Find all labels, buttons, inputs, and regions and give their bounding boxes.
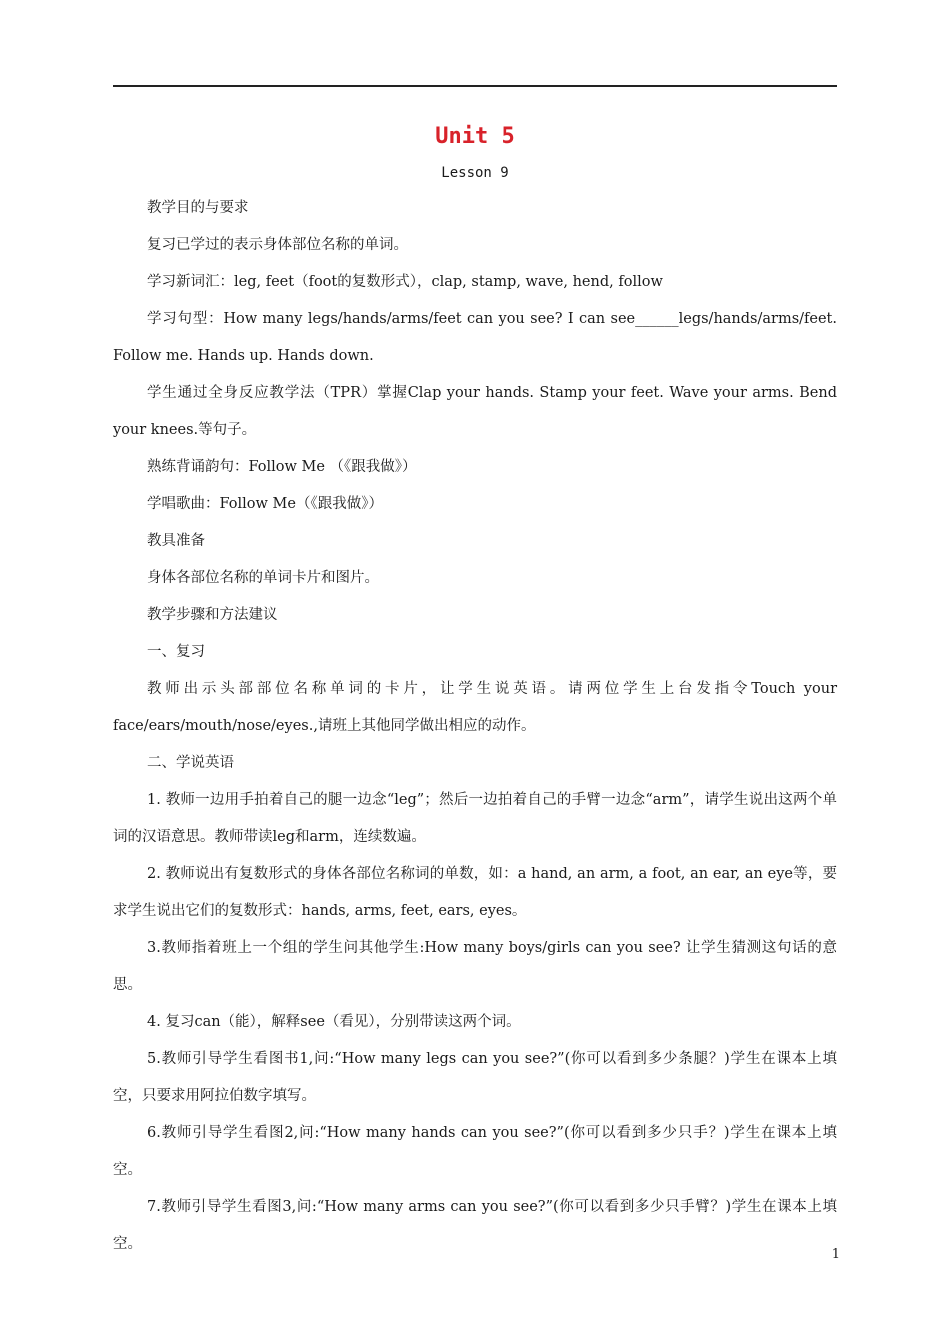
section-speaking-heading: 二、学说英语 <box>147 755 234 771</box>
step-6: 6.教师引导学生看图2,问:“How many hands can you see?”(你可以看到多少只手？)学生在课本上填空。 <box>113 1125 837 1178</box>
heading-steps: 教学步骤和方法建议 <box>147 607 278 623</box>
header-rule <box>113 85 837 87</box>
step-4: 4. 复习can（能），解释see（看见），分别带读这两个词。 <box>147 1014 521 1030</box>
objective-review: 复习已学过的表示身体部位名称的单词。 <box>147 237 408 253</box>
objective-tpr: 学生通过全身反应教学法（TPR）掌握Clap your hands. Stamp your feet. Wave your arms. Bend your knees.等句子。 <box>113 385 837 438</box>
step-7: 7.教师引导学生看图3,问:“How many arms can you see?”(你可以看到多少只手臂？)学生在课本上填空。 <box>113 1199 837 1252</box>
step-1: 1. 教师一边用手拍着自己的腿一边念“leg”；然后一边拍着自己的手臂一边念“arm”，请学生说出这两个单词的汉语意思。教师带读leg和arm，连续数遍。 <box>113 792 837 845</box>
page-number: 1 <box>831 1247 840 1262</box>
objective-vocabulary: 学习新词汇：leg, feet（foot的复数形式），clap, stamp, wave, hend, follow <box>147 274 663 290</box>
review-text: 教师出示头部部位名称单词的卡片，让学生说英语。请两位学生上台发指令Touch your face/ears/mouth/nose/eyes.,请班上其他同学做出相应的动作。 <box>113 681 837 734</box>
lesson-subtitle: Lesson 9 <box>441 165 509 181</box>
materials-text: 身体各部位名称的单词卡片和图片。 <box>147 570 379 586</box>
step-3: 3.教师指着班上一个组的学生问其他学生:How many boys/girls can you see? 让学生猜测这句话的意思。 <box>113 940 837 993</box>
objective-chant: 熟练背诵韵句：Follow Me （《跟我做》） <box>147 459 417 475</box>
document-body <box>113 190 837 1263</box>
objective-song: 学唱歌曲：Follow Me（《跟我做》） <box>147 496 383 512</box>
heading-materials: 教具准备 <box>147 533 205 549</box>
objective-sentences: 学习句型：How many legs/hands/arms/feet can you see? I can see______legs/hands/arms/feet. Follow me. Hands up. Hands down. <box>113 311 837 364</box>
step-5: 5.教师引导学生看图书1,问:“How many legs can you see?”(你可以看到多少条腿？)学生在课本上填空，只要求用阿拉伯数字填写。 <box>113 1051 837 1104</box>
step-2: 2. 教师说出有复数形式的身体各部位名称词的单数，如：a hand, an arm, a foot, an ear, an eye等，要求学生说出它们的复数形式：hands, arms, feet, ears, eyes。 <box>113 866 837 919</box>
page-title: Unit 5 <box>435 124 515 149</box>
heading-objectives: 教学目的与要求 <box>147 200 249 216</box>
section-review-heading: 一、复习 <box>147 644 205 660</box>
